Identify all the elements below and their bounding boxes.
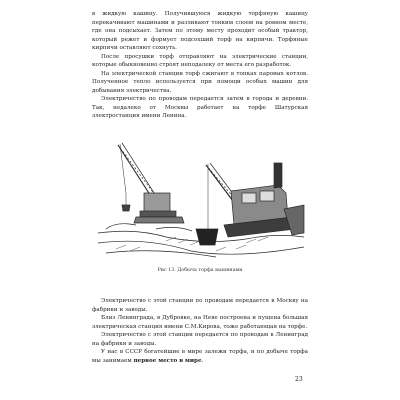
bottom-text-block	[92, 297, 308, 365]
last-paragraph-end: .	[201, 357, 204, 364]
paragraph: Электричество с этой станции по проводам передается в Москву на фабрики и заводы.	[92, 298, 308, 313]
paragraph: Близ Ленинграда, в Дубровке, на Неве построена и пущена большая электрическая станция имени С.М.Кирова, тоже работающая на торфе.	[92, 315, 308, 330]
paragraph: После просушки торф отправляют на электрические станции, которые обыкновенно строят неподалеку от места его разработок.	[92, 53, 308, 68]
bold-phrase: первое место в мире	[133, 357, 202, 364]
paragraph: Электричество по проводам передается затем в города и деревни. Так, недалеко от Москвы работает на торфе Шатурская электростанция имени Ленина.	[92, 96, 308, 119]
paragraph-last	[92, 348, 308, 365]
top-text-block	[92, 10, 308, 121]
peat-excavation-illustration	[96, 133, 306, 261]
paragraph: Электричество с этой станции передается по проводам в Ленинград на фабрики и заводы.	[92, 332, 308, 347]
page-number: 23	[295, 376, 303, 383]
paragraph: На электрической станции торф сжигают в топках паровых котлов. Полученное тепло используется при помощи особых машин для добывания электричества.	[92, 70, 308, 94]
paragraph: в жидкую кашицу. Получившуюся жидкую торфяную кашицу перекачивают машинами и разливают тонким слоем на ровном месте, где она подсыхает. Затем по этому месту проходит особый трактор, который режет и формует подсохший торф на кирпичи. Торфяные кирпичи оставляют сохнуть.	[92, 11, 308, 51]
figure-caption: Рис 13. Добыча торфа машинами	[157, 268, 243, 273]
last-paragraph-start: У нас в СССР богатейшие в мире залежи торфа, и по добыче торфа мы занимаем	[92, 349, 308, 364]
